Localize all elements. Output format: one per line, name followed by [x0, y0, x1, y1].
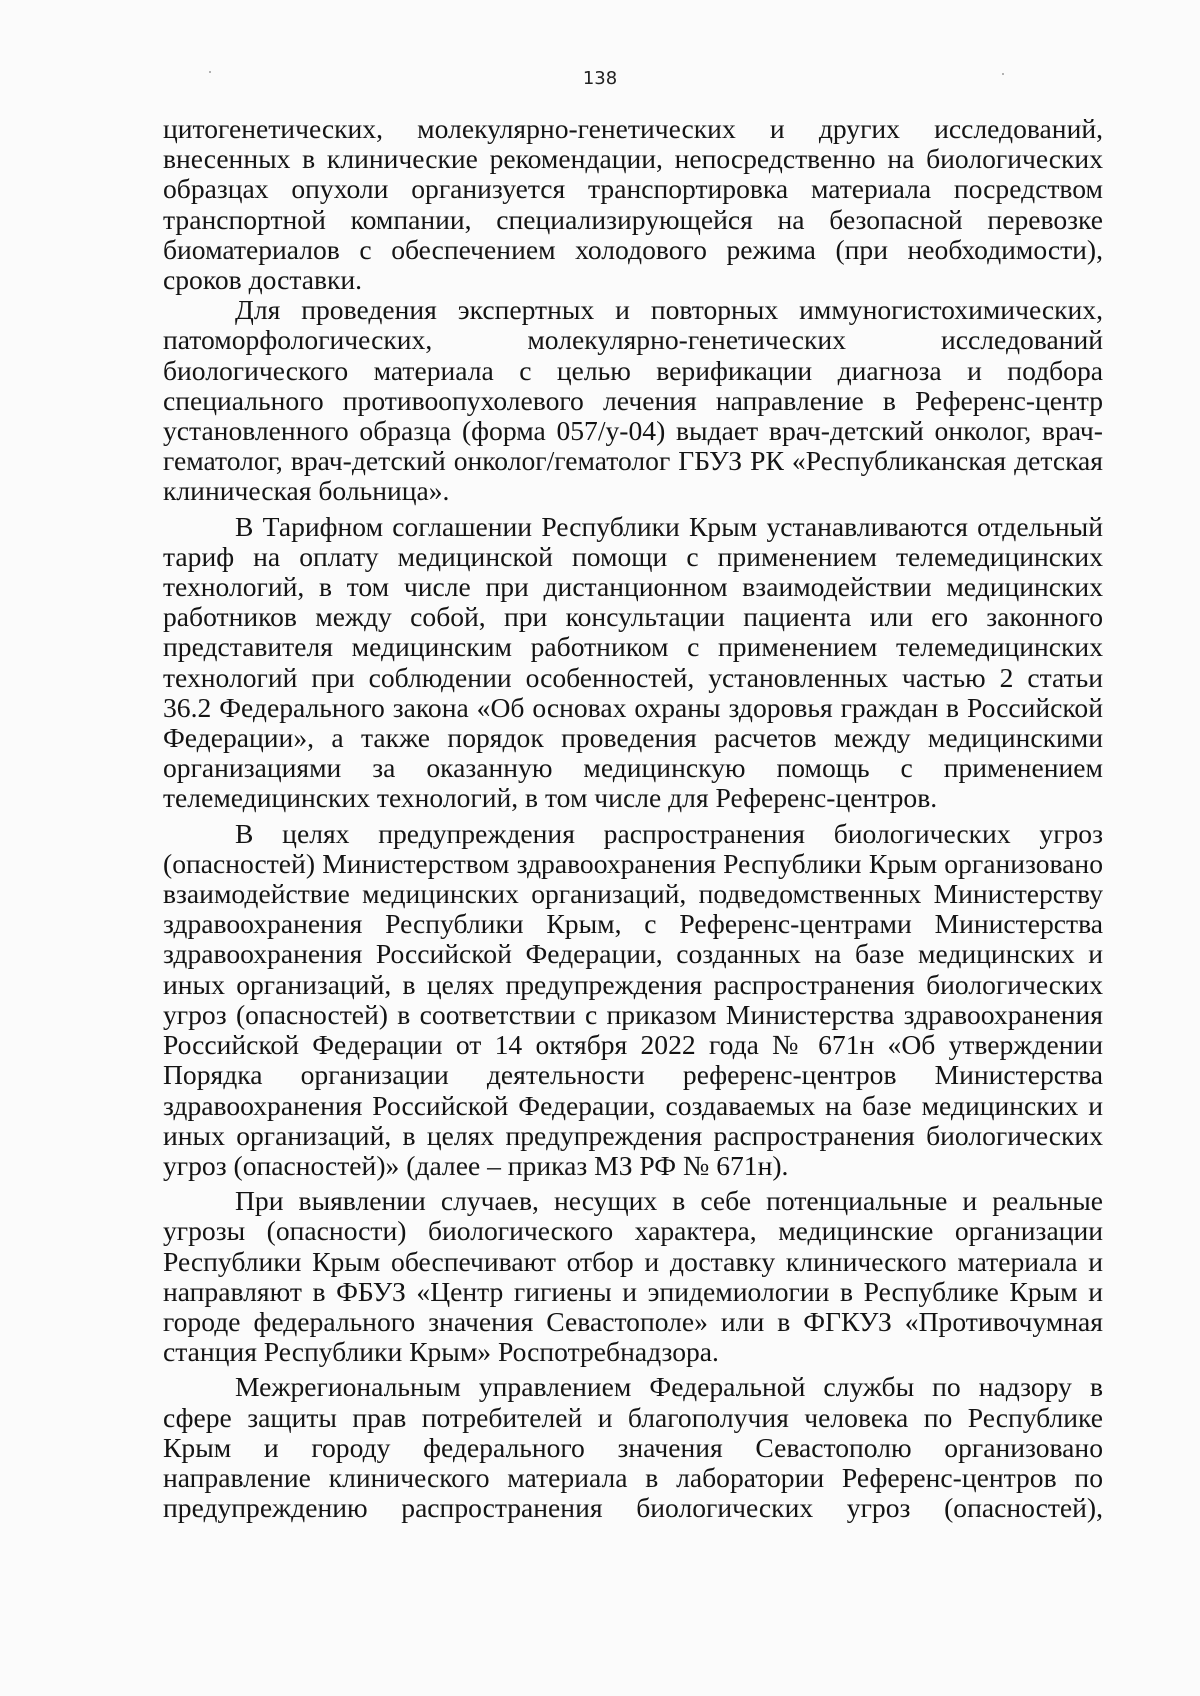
- paragraph-interregional-office: Межрегиональным управлением Федеральной службы по надзору в сфере защиты прав потребителей и благополучия человека по Республике Крым и городу федерального значения Севастополю организовано направление клинического материала в лаборатории Референс-центров по предупреждению распространения биологических угроз (опасностей),: [163, 1371, 1103, 1524]
- page-number: 138: [582, 68, 618, 89]
- document-body: [163, 114, 1103, 1523]
- paragraph-tariff-agreement: В Тарифном соглашении Республики Крым устанавливаются отдельный тариф на оплату медицинской помощи с применением телемедицинских технологий, в том числе при дистанционном взаимодействии медицинских работников между собой, при консультации пациента или его законного представителя медицинским работником с применением телемедицинских технологий при соблюдении особенностей, установленных частью 2 статьи 36.2 Федерального закона «Об основах охраны здоровья граждан в Российской Федерации», а также порядок проведения расчетов между медицинскими организациями за оказанную медицинскую помощь с применением телемедицинских технологий, в том числе для Референс-центров.: [163, 510, 1103, 814]
- paragraph-case-detection: При выявлении случаев, несущих в себе потенциальные и реальные угрозы (опасности) биологического характера, медицинские организации Республики Крым обеспечивают отбор и доставку клинического материала и направляют в ФБУЗ «Центр гигиены и эпидемиологии в Республике Крым и городе федерального значения Севастополе» или в ФГКУЗ «Противочумная станция Республики Крым» Роспотребнадзора.: [163, 1185, 1103, 1368]
- paragraph-continued: цитогенетических, молекулярно-генетических и других исследований, внесенных в клинические рекомендации, непосредственно на биологических образцах опухоли организуется транспортировка материала посредством транспортной компании, специализирующейся на безопасной перевозке биоматериалов с обеспечением холодового режима (при необходимости), сроков доставки.: [163, 113, 1103, 296]
- paragraph-expert-studies: Для проведения экспертных и повторных иммуногистохимических, патоморфологических, молекулярно-генетических исследований биологического материала с целью верификации диагноза и подбора специального противоопухолевого лечения направление в Референс-центр установленного образца (форма 057/у-04) выдает врач-детский онколог, врач-гематолог, врач-детский онколог/гематолог ГБУЗ РК «Республиканская детская клиническая больница».: [163, 294, 1103, 507]
- paragraph-biological-threats: В целях предупреждения распространения биологических угроз (опасностей) Министерством здравоохранения Республики Крым организовано взаимодействие медицинских организаций, подведомственных Министерству здравоохранения Республики Крым, с Референс-центрами Министерства здравоохранения Российской Федерации, созданных на базе медицинских и иных организаций, в целях предупреждения распространения биологических угроз (опасностей) в соответствии с приказом Министерства здравоохранения Российской Федерации от 14 октября 2022 года № 671н «Об утверждении Порядка организации деятельности референс-центров Министерства здравоохранения Российской Федерации, создаваемых на базе медицинских и иных организаций, в целях предупреждения распространения биологических угроз (опасностей)» (далее – приказ МЗ РФ № 671н).: [163, 817, 1103, 1181]
